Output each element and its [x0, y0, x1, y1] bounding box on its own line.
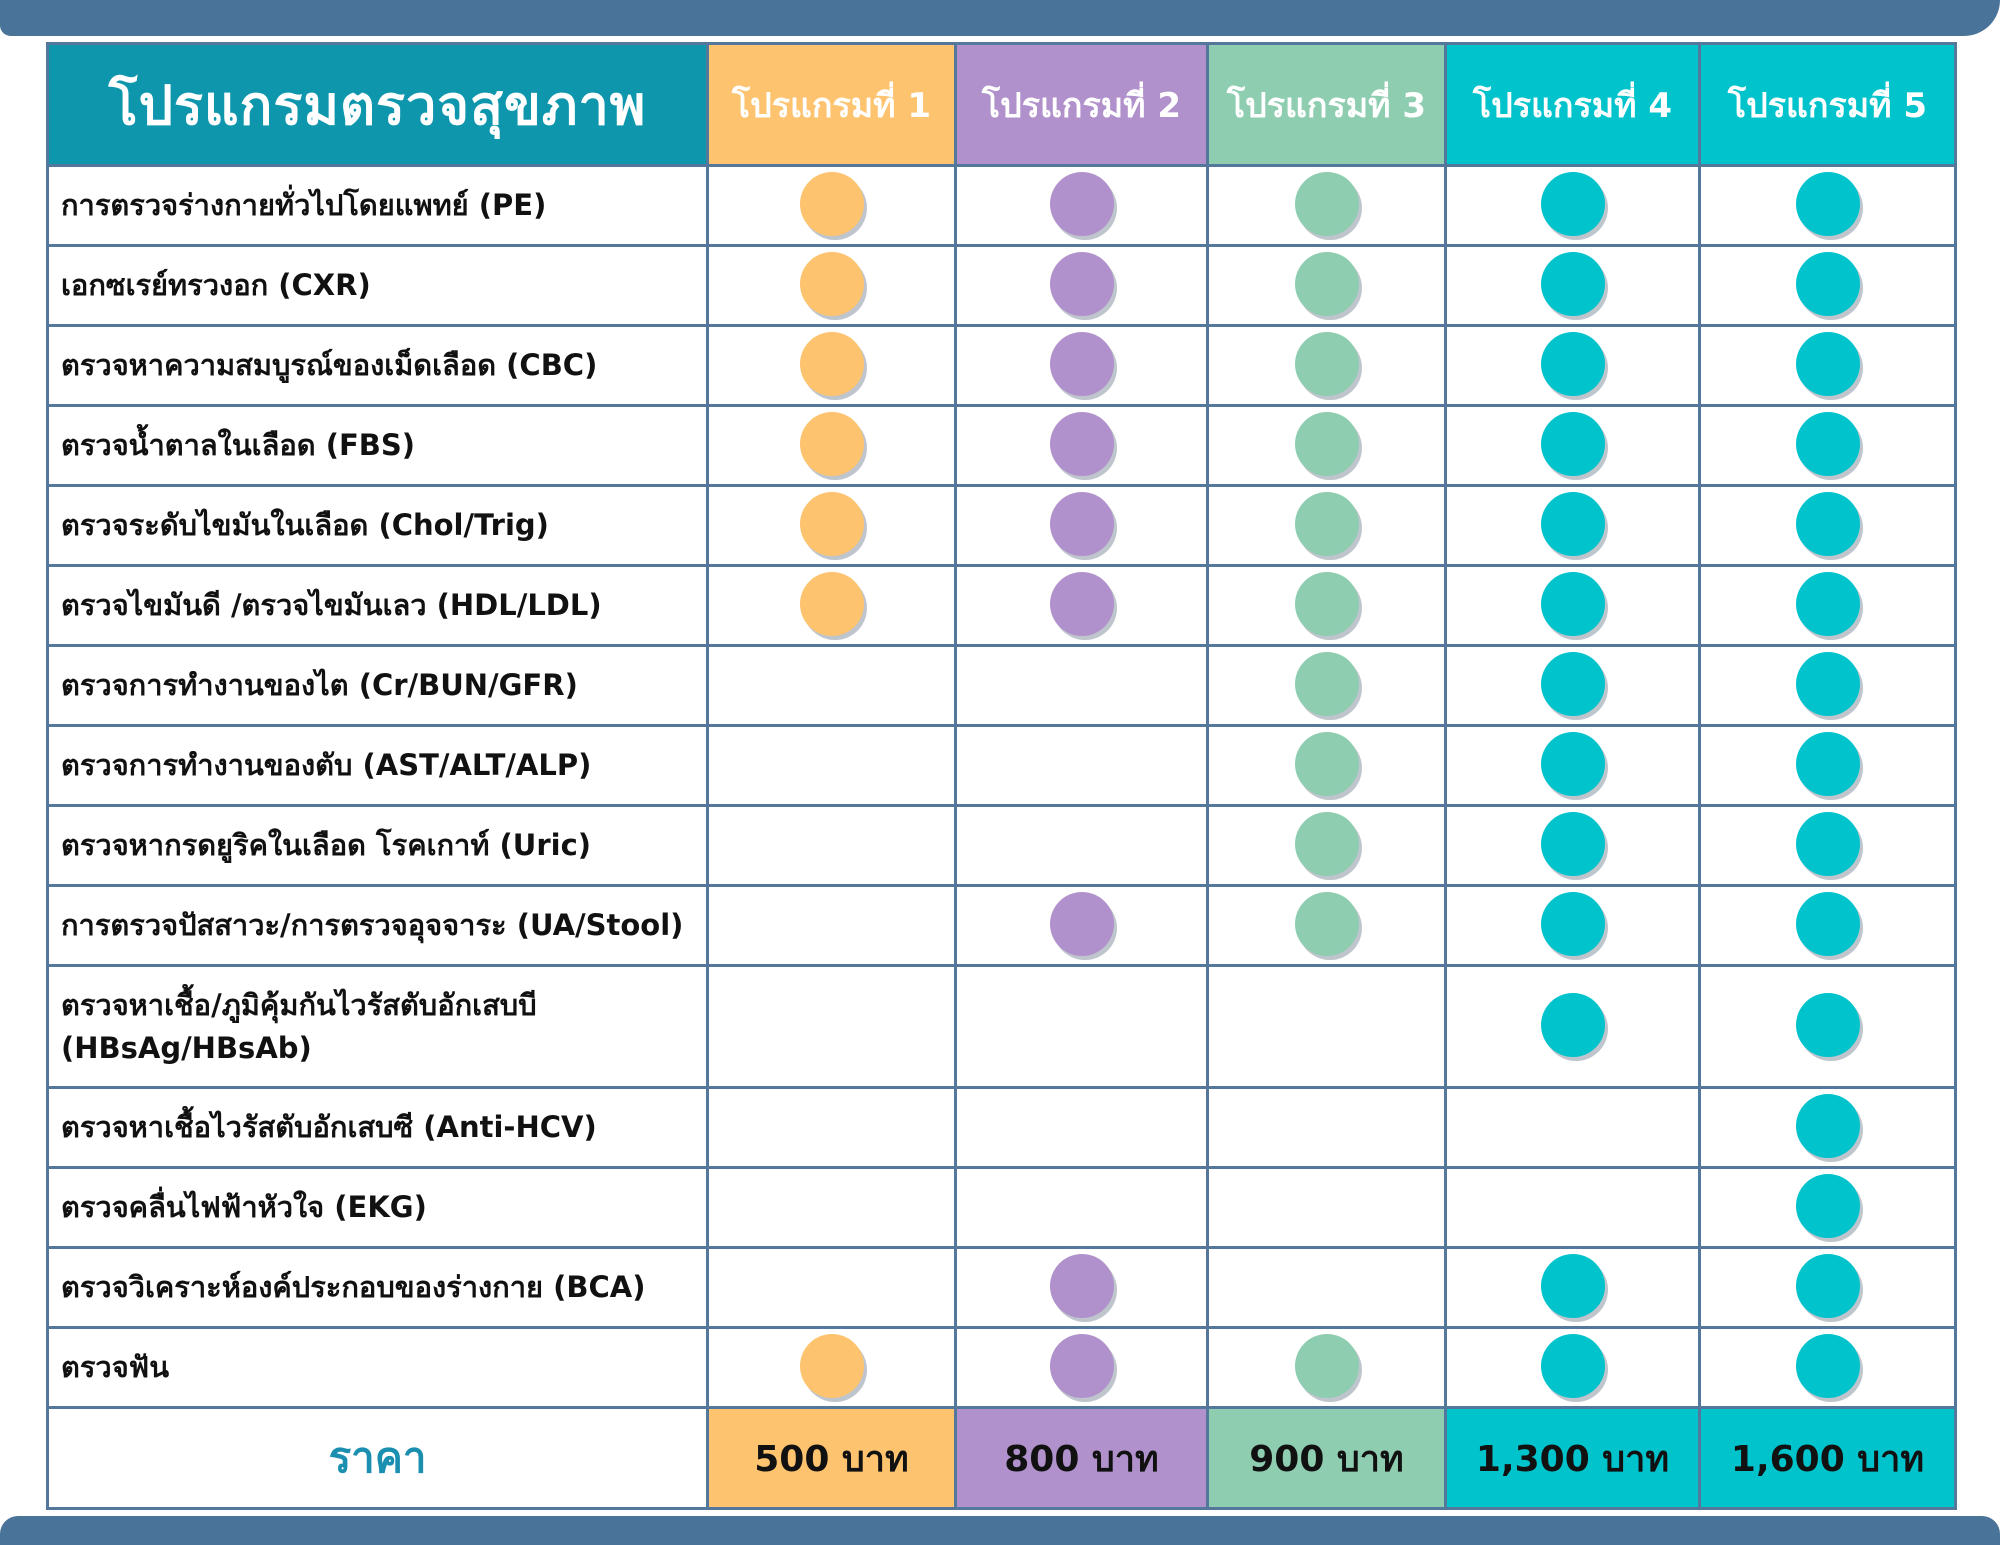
price-program-5: 1,600 บาท — [1700, 1408, 1956, 1509]
health-checkup-comparison-table — [46, 42, 1957, 1510]
program-1-cell — [708, 806, 956, 886]
program-2-cell — [956, 566, 1208, 646]
included-dot-icon — [1050, 252, 1114, 316]
program-1-cell — [708, 726, 956, 806]
program-2-cell — [956, 326, 1208, 406]
included-dot-icon — [1295, 1334, 1359, 1398]
program-2-cell — [956, 726, 1208, 806]
program-5-cell — [1700, 1248, 1956, 1328]
table-row — [48, 566, 1956, 646]
included-dot-icon — [1541, 412, 1605, 476]
program-3-cell — [1208, 646, 1446, 726]
program-2-cell — [956, 806, 1208, 886]
table-row — [48, 1328, 1956, 1408]
program-5-cell — [1700, 966, 1956, 1088]
included-dot-icon — [1796, 732, 1860, 796]
top-decorative-band — [0, 0, 2000, 36]
test-item-label: ตรวจคลื่นไฟฟ้าหัวใจ (EKG) — [48, 1168, 708, 1248]
included-dot-icon — [1050, 1254, 1114, 1318]
price-program-2: 800 บาท — [956, 1408, 1208, 1509]
included-dot-icon — [1541, 812, 1605, 876]
program-2-cell — [956, 1168, 1208, 1248]
included-dot-icon — [1796, 892, 1860, 956]
test-item-label: การตรวจร่างกายทั่วไปโดยแพทย์ (PE) — [48, 166, 708, 246]
table-row — [48, 646, 1956, 726]
included-dot-icon — [1050, 332, 1114, 396]
included-dot-icon — [1796, 652, 1860, 716]
table-row — [48, 406, 1956, 486]
program-3-cell — [1208, 1088, 1446, 1168]
program-2-cell — [956, 886, 1208, 966]
table-row — [48, 1088, 1956, 1168]
included-dot-icon — [1541, 172, 1605, 236]
test-item-label: ตรวจหาเชื้อไวรัสตับอักเสบซี (Anti-HCV) — [48, 1088, 708, 1168]
program-5-cell — [1700, 646, 1956, 726]
included-dot-icon — [1050, 892, 1114, 956]
test-item-label: ตรวจวิเคราะห์องค์ประกอบของร่างกาย (BCA) — [48, 1248, 708, 1328]
program-4-cell — [1446, 886, 1700, 966]
included-dot-icon — [1796, 572, 1860, 636]
included-dot-icon — [1050, 1334, 1114, 1398]
program-4-header: โปรแกรมที่ 4 — [1446, 44, 1700, 166]
program-5-cell — [1700, 166, 1956, 246]
included-dot-icon — [800, 172, 864, 236]
program-4-cell — [1446, 566, 1700, 646]
program-5-cell — [1700, 1088, 1956, 1168]
included-dot-icon — [1295, 652, 1359, 716]
program-3-cell — [1208, 966, 1446, 1088]
table-row — [48, 166, 1956, 246]
bottom-decorative-band — [0, 1516, 2000, 1545]
included-dot-icon — [1796, 1174, 1860, 1238]
table-row — [48, 486, 1956, 566]
program-3-cell — [1208, 1248, 1446, 1328]
program-1-cell — [708, 1168, 956, 1248]
included-dot-icon — [1295, 812, 1359, 876]
price-label: ราคา — [48, 1408, 708, 1509]
program-4-cell — [1446, 1088, 1700, 1168]
program-2-cell — [956, 246, 1208, 326]
test-item-label: ตรวจการทำงานของตับ (AST/ALT/ALP) — [48, 726, 708, 806]
program-4-cell — [1446, 726, 1700, 806]
included-dot-icon — [1541, 892, 1605, 956]
included-dot-icon — [1796, 1254, 1860, 1318]
program-2-cell — [956, 1088, 1208, 1168]
program-5-cell — [1700, 1168, 1956, 1248]
included-dot-icon — [1796, 993, 1860, 1057]
program-1-cell — [708, 566, 956, 646]
included-dot-icon — [800, 492, 864, 556]
table-row — [48, 726, 1956, 806]
test-item-label: ตรวจน้ำตาลในเลือด (FBS) — [48, 406, 708, 486]
program-3-cell — [1208, 246, 1446, 326]
program-1-cell — [708, 1248, 956, 1328]
table-row — [48, 1248, 1956, 1328]
included-dot-icon — [1050, 172, 1114, 236]
test-item-label: ตรวจการทำงานของไต (Cr/BUN/GFR) — [48, 646, 708, 726]
included-dot-icon — [1295, 572, 1359, 636]
included-dot-icon — [800, 332, 864, 396]
included-dot-icon — [1295, 492, 1359, 556]
table-row — [48, 806, 1956, 886]
included-dot-icon — [1796, 332, 1860, 396]
program-2-cell — [956, 406, 1208, 486]
program-5-header: โปรแกรมที่ 5 — [1700, 44, 1956, 166]
program-4-cell — [1446, 406, 1700, 486]
test-item-label: ตรวจหาเชื้อ/ภูมิคุ้มกันไวรัสตับอักเสบบี (HBsAg/HBsAb) — [48, 966, 708, 1088]
table-row — [48, 246, 1956, 326]
price-program-1: 500 บาท — [708, 1408, 956, 1509]
program-4-cell — [1446, 1328, 1700, 1408]
included-dot-icon — [1541, 1254, 1605, 1318]
program-5-cell — [1700, 406, 1956, 486]
price-row — [48, 1408, 1956, 1509]
included-dot-icon — [1796, 1094, 1860, 1158]
test-item-label: ตรวจหาความสมบูรณ์ของเม็ดเลือด (CBC) — [48, 326, 708, 406]
included-dot-icon — [1541, 572, 1605, 636]
program-3-cell — [1208, 886, 1446, 966]
test-item-label: เอกซเรย์ทรวงอก (CXR) — [48, 246, 708, 326]
program-3-cell — [1208, 326, 1446, 406]
program-4-cell — [1446, 1248, 1700, 1328]
program-5-cell — [1700, 326, 1956, 406]
included-dot-icon — [1796, 1334, 1860, 1398]
program-3-cell — [1208, 806, 1446, 886]
program-4-cell — [1446, 326, 1700, 406]
program-2-cell — [956, 166, 1208, 246]
program-3-cell — [1208, 1168, 1446, 1248]
included-dot-icon — [1796, 492, 1860, 556]
included-dot-icon — [1541, 993, 1605, 1057]
price-program-4: 1,300 บาท — [1446, 1408, 1700, 1509]
test-item-label: ตรวจหากรดยูริคในเลือด โรคเกาท์ (Uric) — [48, 806, 708, 886]
program-3-cell — [1208, 406, 1446, 486]
program-2-cell — [956, 646, 1208, 726]
program-1-cell — [708, 166, 956, 246]
program-4-cell — [1446, 1168, 1700, 1248]
included-dot-icon — [1541, 732, 1605, 796]
included-dot-icon — [1050, 492, 1114, 556]
program-5-cell — [1700, 886, 1956, 966]
program-2-cell — [956, 1248, 1208, 1328]
program-1-cell — [708, 1328, 956, 1408]
program-2-cell — [956, 486, 1208, 566]
program-1-header: โปรแกรมที่ 1 — [708, 44, 956, 166]
test-item-label: การตรวจปัสสาวะ/การตรวจอุจจาระ (UA/Stool) — [48, 886, 708, 966]
included-dot-icon — [1796, 812, 1860, 876]
table-title: โปรแกรมตรวจสุขภาพ — [48, 44, 708, 166]
program-3-header: โปรแกรมที่ 3 — [1208, 44, 1446, 166]
program-5-cell — [1700, 566, 1956, 646]
table-row — [48, 1168, 1956, 1248]
program-4-cell — [1446, 646, 1700, 726]
included-dot-icon — [1541, 1334, 1605, 1398]
included-dot-icon — [1295, 252, 1359, 316]
included-dot-icon — [1796, 252, 1860, 316]
program-1-cell — [708, 406, 956, 486]
program-5-cell — [1700, 246, 1956, 326]
header-row — [48, 44, 1956, 166]
program-5-cell — [1700, 726, 1956, 806]
program-4-cell — [1446, 246, 1700, 326]
included-dot-icon — [1541, 652, 1605, 716]
table-row — [48, 326, 1956, 406]
included-dot-icon — [800, 252, 864, 316]
included-dot-icon — [1295, 172, 1359, 236]
program-1-cell — [708, 326, 956, 406]
included-dot-icon — [1295, 412, 1359, 476]
program-1-cell — [708, 646, 956, 726]
program-4-cell — [1446, 806, 1700, 886]
program-5-cell — [1700, 806, 1956, 886]
included-dot-icon — [1796, 412, 1860, 476]
program-1-cell — [708, 886, 956, 966]
program-1-cell — [708, 486, 956, 566]
program-3-cell — [1208, 1328, 1446, 1408]
program-2-cell — [956, 1328, 1208, 1408]
included-dot-icon — [800, 412, 864, 476]
program-5-cell — [1700, 1328, 1956, 1408]
program-1-cell — [708, 246, 956, 326]
price-program-3: 900 บาท — [1208, 1408, 1446, 1509]
included-dot-icon — [1295, 732, 1359, 796]
included-dot-icon — [1541, 492, 1605, 556]
test-item-label: ตรวจฟัน — [48, 1328, 708, 1408]
included-dot-icon — [1050, 572, 1114, 636]
program-3-cell — [1208, 166, 1446, 246]
included-dot-icon — [1541, 252, 1605, 316]
included-dot-icon — [800, 572, 864, 636]
program-3-cell — [1208, 726, 1446, 806]
included-dot-icon — [1295, 332, 1359, 396]
included-dot-icon — [1541, 332, 1605, 396]
table-row — [48, 886, 1956, 966]
test-item-label: ตรวจระดับไขมันในเลือด (Chol/Trig) — [48, 486, 708, 566]
included-dot-icon — [800, 1334, 864, 1398]
program-4-cell — [1446, 486, 1700, 566]
program-2-header: โปรแกรมที่ 2 — [956, 44, 1208, 166]
program-4-cell — [1446, 166, 1700, 246]
table-row — [48, 966, 1956, 1088]
program-5-cell — [1700, 486, 1956, 566]
program-3-cell — [1208, 566, 1446, 646]
test-item-label: ตรวจไขมันดี /ตรวจไขมันเลว (HDL/LDL) — [48, 566, 708, 646]
included-dot-icon — [1050, 412, 1114, 476]
program-1-cell — [708, 1088, 956, 1168]
included-dot-icon — [1295, 892, 1359, 956]
program-3-cell — [1208, 486, 1446, 566]
included-dot-icon — [1796, 172, 1860, 236]
program-2-cell — [956, 966, 1208, 1088]
program-1-cell — [708, 966, 956, 1088]
program-4-cell — [1446, 966, 1700, 1088]
